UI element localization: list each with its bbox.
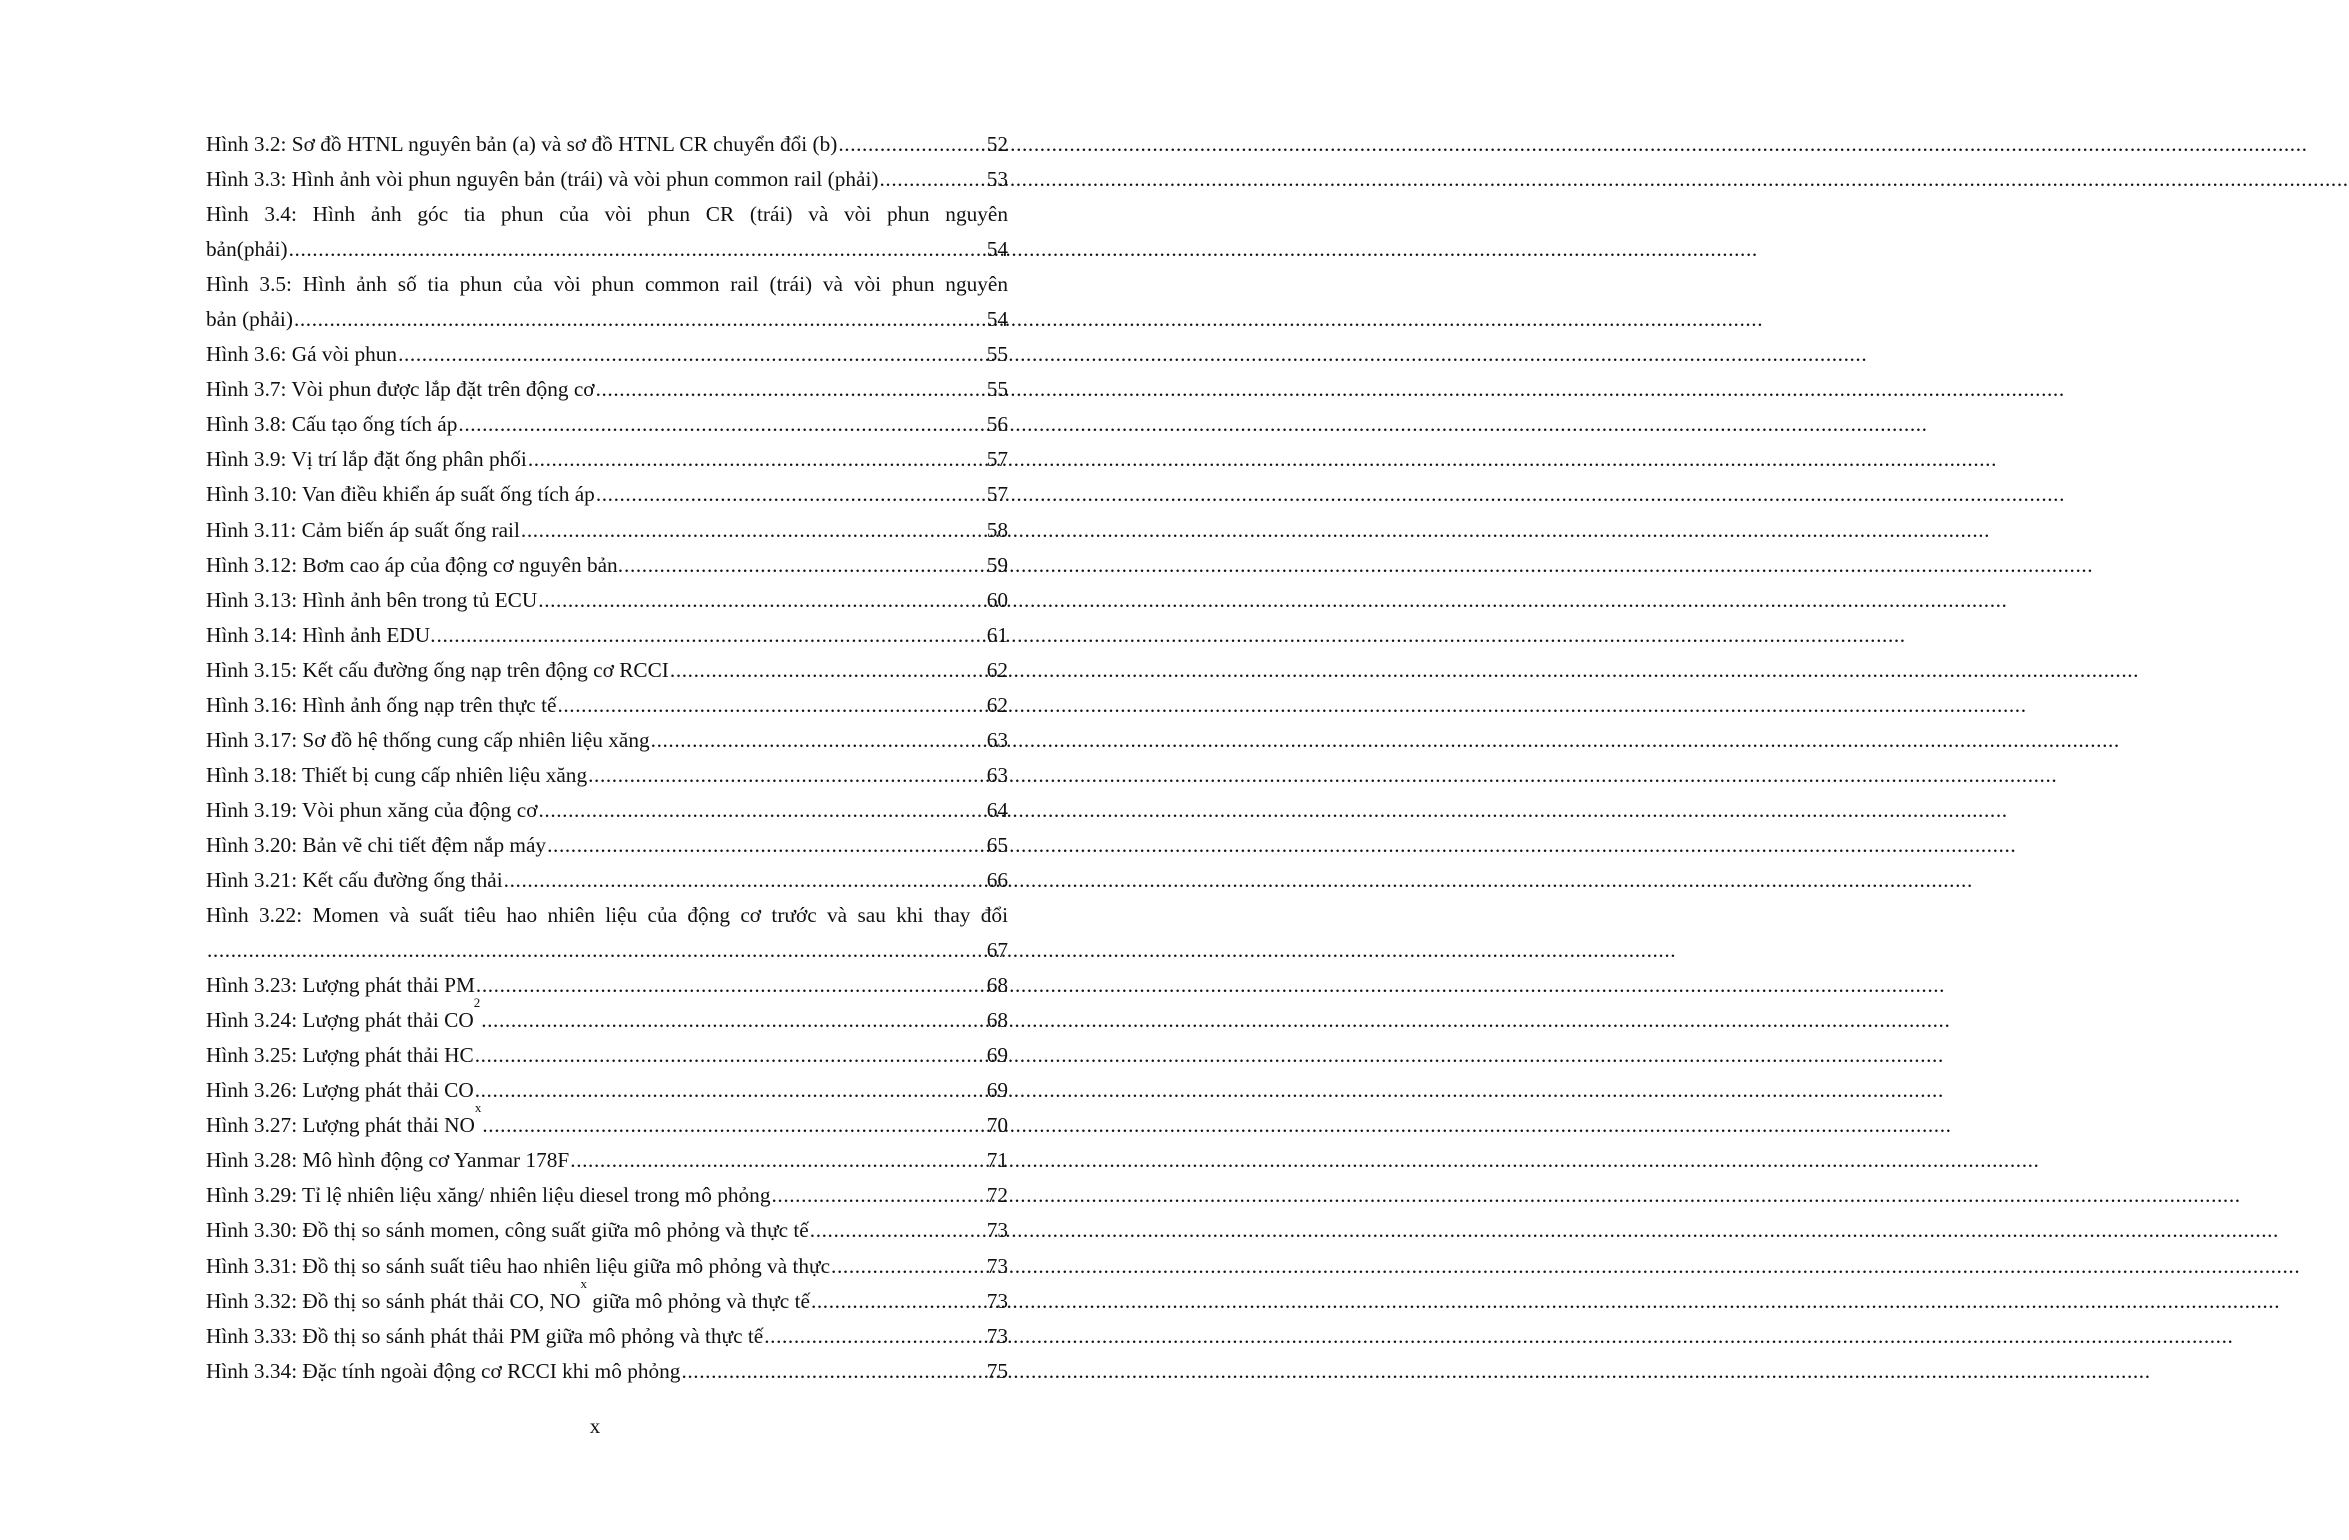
toc-entry-title: Hình 3.34: Đặc tính ngoài động cơ RCCI khi mô phỏng xyxy=(206,1358,681,1383)
toc-entry-title: Hình 3.21: Kết cấu đường ống thải xyxy=(206,867,503,892)
toc-entry-page: 72 xyxy=(986,1183,1008,1208)
toc-entry[interactable] xyxy=(206,1100,1008,1143)
toc-entry-title: Hình 3.30: Đồ thị so sánh momen, công suất giữa mô phỏng và thực tế xyxy=(206,1218,809,1243)
toc-entry-page: 55 xyxy=(986,377,1008,402)
dot-leader xyxy=(482,1108,984,1143)
dot-leader xyxy=(570,1143,984,1178)
dot-leader xyxy=(651,723,985,758)
toc-entry-title: Hình 3.18: Thiết bị cung cấp nhiên liệu xăng xyxy=(206,762,588,787)
toc-entry[interactable] xyxy=(206,513,1008,548)
dot-leader xyxy=(681,1354,984,1389)
toc-entry-title: Hình 3.24: Lượng phát thải CO xyxy=(206,1008,474,1033)
dot-leader xyxy=(475,1073,985,1108)
toc-entry[interactable] xyxy=(206,1213,1008,1248)
toc-entry[interactable] xyxy=(206,1038,1008,1073)
toc-entry-title: Hình 3.11: Cảm biến áp suất ống rail xyxy=(206,517,520,542)
dot-leader xyxy=(624,548,985,583)
toc-entry-title: Hình 3.27: Lượng phát thải NO xyxy=(206,1113,475,1138)
toc-entry-page: 71 xyxy=(986,1148,1008,1173)
dot-leader xyxy=(838,127,984,162)
toc-entry[interactable] xyxy=(206,995,1008,1038)
toc-entry-title: Hình 3.13: Hình ảnh bên trong tủ ECU xyxy=(206,587,538,612)
toc-entry[interactable] xyxy=(206,758,1008,793)
toc-entry-title-line: Hình 3.5: Hình ảnh số tia phun của vòi phun common rail (trái) và vòi phun nguyên xyxy=(206,272,1008,297)
toc-entry[interactable] xyxy=(206,793,1008,828)
toc-entry[interactable] xyxy=(206,1143,1008,1178)
toc-entry-title: Hình 3.15: Kết cấu đường ống nạp trên động cơ RCCI xyxy=(206,657,669,682)
toc-entry-title: Hình 3.12: Bơm cao áp của động cơ nguyên bản. xyxy=(206,552,624,577)
toc-entry[interactable] xyxy=(206,828,1008,863)
toc-entry-title: Hình 3.7: Vòi phun được lắp đặt trên động cơ xyxy=(206,377,595,402)
toc-entry-page: 53 xyxy=(986,167,1008,192)
toc-entry[interactable] xyxy=(206,618,1008,653)
dot-leader xyxy=(538,793,984,828)
toc-entry[interactable] xyxy=(206,968,1008,1003)
dot-leader xyxy=(596,372,985,407)
dot-leader xyxy=(207,933,985,968)
dot-leader xyxy=(771,1178,984,1213)
dot-leader xyxy=(481,1003,985,1038)
toc-entry-page: 73 xyxy=(986,1323,1008,1348)
toc-entry[interactable] xyxy=(206,723,1008,758)
dot-leader xyxy=(528,442,985,477)
toc-entry-title: Hình 3.25: Lượng phát thải HC xyxy=(206,1043,474,1068)
toc-entry[interactable] xyxy=(206,127,1008,162)
toc-entry-page: 62 xyxy=(986,657,1008,682)
toc-entry-page: 57 xyxy=(986,447,1008,472)
toc-entry[interactable] xyxy=(206,337,1008,372)
toc-entry-page: 75 xyxy=(986,1358,1008,1383)
dot-leader xyxy=(596,477,985,512)
toc-entry-page: 60 xyxy=(986,587,1008,612)
toc-entry-page: 69 xyxy=(986,1078,1008,1103)
dot-leader xyxy=(289,232,985,267)
toc-entry-page: 52 xyxy=(986,132,1008,156)
toc-entry-page: 69 xyxy=(986,1043,1008,1068)
toc-entry-page: 64 xyxy=(986,797,1008,822)
page-number: x xyxy=(589,1414,601,1438)
toc-entry[interactable] xyxy=(206,1275,1008,1319)
toc-entry-title: Hình 3.20: Bản vẽ chi tiết đệm nắp máy xyxy=(206,832,547,857)
toc-entry-page: 68 xyxy=(986,1008,1008,1033)
dot-leader xyxy=(557,688,984,723)
dot-leader xyxy=(521,513,985,548)
toc-entry-page: 57 xyxy=(986,482,1008,507)
toc-entry-title: Hình 3.14: Hình ảnh EDU. xyxy=(206,622,436,647)
toc-entry[interactable] xyxy=(206,442,1008,477)
dot-leader xyxy=(811,1284,985,1319)
dot-leader xyxy=(670,653,985,688)
toc-entry[interactable] xyxy=(206,583,1008,618)
toc-entry-title: Hình 3.33: Đồ thị so sánh phát thải PM giữa mô phỏng và thực tế xyxy=(206,1323,764,1348)
toc-entry-title: Hình 3.10: Van điều khiển áp suất ống tích áp xyxy=(206,482,595,507)
toc-entry-page: 63 xyxy=(986,762,1008,787)
toc-entry-page: 54 xyxy=(986,237,1008,262)
toc-entry-title: Hình 3.8: Cấu tạo ống tích áp xyxy=(206,412,458,437)
toc-entry[interactable] xyxy=(206,1319,1008,1354)
toc-entry[interactable] xyxy=(206,863,1008,898)
toc-entry[interactable] xyxy=(206,407,1008,442)
toc-entry[interactable] xyxy=(206,477,1008,512)
subscript: 2 xyxy=(473,995,481,1011)
list-of-figures xyxy=(206,127,1008,1389)
toc-entry[interactable] xyxy=(206,372,1008,407)
toc-entry-title: Hình 3.28: Mô hình động cơ Yanmar 178F xyxy=(206,1148,570,1173)
dot-leader xyxy=(880,162,985,197)
toc-entry[interactable] xyxy=(206,197,1008,267)
toc-entry-page: 67 xyxy=(986,938,1008,963)
dot-leader xyxy=(437,618,985,653)
toc-entry-title: Hình 3.17: Sơ đồ hệ thống cung cấp nhiên liệu xăng xyxy=(206,727,650,752)
dot-leader xyxy=(294,302,985,337)
dot-leader xyxy=(398,337,985,372)
dot-leader xyxy=(810,1213,985,1248)
toc-entry[interactable] xyxy=(206,548,1008,583)
dot-leader xyxy=(475,1038,985,1073)
toc-entry-title: Hình 3.16: Hình ảnh ống nạp trên thực tế xyxy=(206,692,557,717)
dot-leader xyxy=(458,407,984,442)
toc-entry-page: 54 xyxy=(986,307,1008,332)
toc-entry-page: 56 xyxy=(986,412,1008,437)
toc-entry-title: Hình 3.19: Vòi phun xăng của động cơ xyxy=(206,797,538,822)
toc-entry-title-line: Hình 3.4: Hình ảnh góc tia phun của vòi phun CR (trái) và vòi phun nguyên xyxy=(206,202,1008,227)
toc-entry-title: Hình 3.26: Lượng phát thải CO xyxy=(206,1078,474,1103)
toc-entry-page: 62 xyxy=(986,692,1008,717)
toc-entry-title: Hình 3.29: Tỉ lệ nhiên liệu xăng/ nhiên liệu diesel trong mô phỏng xyxy=(206,1183,771,1208)
toc-entry[interactable] xyxy=(206,1249,1008,1284)
toc-entry[interactable] xyxy=(206,267,1008,337)
dot-leader xyxy=(547,828,985,863)
toc-entry[interactable] xyxy=(206,1178,1008,1213)
toc-entry[interactable] xyxy=(206,688,1008,723)
toc-entry[interactable] xyxy=(206,162,1008,197)
toc-entry-title: Hình 3.3: Hình ảnh vòi phun nguyên bản (trái) và vòi phun common rail (phải) xyxy=(206,167,879,192)
subscript: x xyxy=(580,1275,587,1291)
toc-entry-page: 70 xyxy=(986,1113,1008,1138)
toc-entry[interactable] xyxy=(206,1354,1008,1389)
dot-leader xyxy=(588,758,985,793)
toc-entry-title: Hình 3.9: Vị trí lắp đặt ống phân phối xyxy=(206,447,527,472)
toc-entry-title: Hình 3.31: Đồ thị so sánh suất tiêu hao nhiên liệu giữa mô phỏng và thực xyxy=(206,1253,831,1278)
toc-entry-title: bản (phải) xyxy=(206,307,293,332)
toc-entry-page: 58 xyxy=(986,517,1008,542)
dot-leader xyxy=(764,1319,984,1354)
dot-leader xyxy=(538,583,984,618)
toc-entry[interactable] xyxy=(206,653,1008,688)
toc-entry[interactable] xyxy=(206,898,1008,968)
toc-entry-title: bản(phải) xyxy=(206,237,288,262)
toc-entry-page: 68 xyxy=(986,973,1008,998)
toc-entry-title: Hình 3.6: Gá vòi phun xyxy=(206,342,398,367)
toc-entry-title-line: Hình 3.22: Momen và suất tiêu hao nhiên liệu của động cơ trước và sau khi thay đổi xyxy=(206,903,1008,928)
toc-entry-page: 59 xyxy=(986,552,1008,577)
toc-entry-title: Hình 3.23: Lượng phát thải PM xyxy=(206,973,475,998)
dot-leader xyxy=(504,863,985,898)
toc-entry-page: 63 xyxy=(986,727,1008,752)
toc-entry-page: 73 xyxy=(986,1218,1008,1243)
toc-entry[interactable] xyxy=(206,1073,1008,1108)
toc-entry-title: Hình 3.32: Đồ thị so sánh phát thải CO, NO xyxy=(206,1288,581,1313)
toc-entry-title-rest: giữa mô phỏng và thực tế xyxy=(586,1288,810,1313)
toc-entry-page: 73 xyxy=(986,1288,1008,1313)
toc-entry-title: Hình 3.2: Sơ đồ HTNL nguyên bản (a) và sơ đồ HTNL CR chuyển đổi (b) xyxy=(206,132,838,156)
toc-entry-page: 65 xyxy=(986,832,1008,857)
subscript: x xyxy=(474,1100,482,1116)
dot-leader xyxy=(831,1249,985,1284)
toc-entry-page: 55 xyxy=(986,342,1008,367)
toc-entry-page: 66 xyxy=(986,867,1008,892)
dot-leader xyxy=(476,968,985,1003)
toc-entry-page: 61 xyxy=(986,622,1008,647)
toc-entry-page: 73 xyxy=(986,1253,1008,1278)
